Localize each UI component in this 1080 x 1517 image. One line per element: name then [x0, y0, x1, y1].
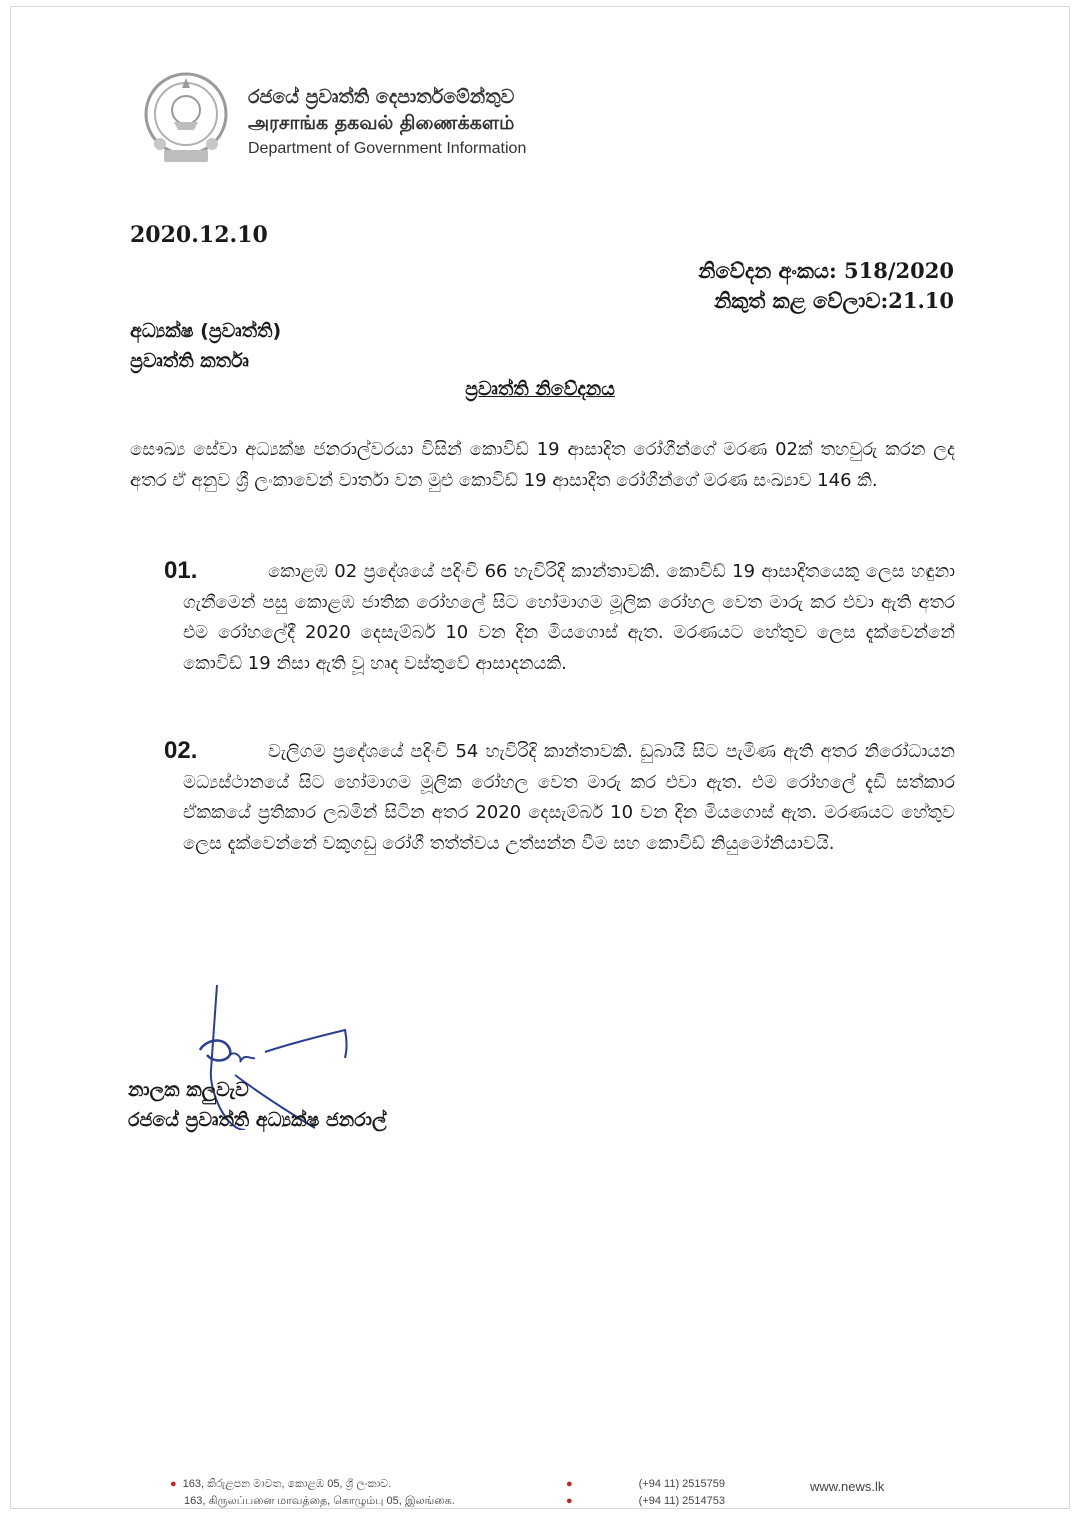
recipient-line-1: අධ්‍යක්ෂ (ප්‍රවෘත්ති): [130, 320, 282, 342]
org-name-english: Department of Government Information: [248, 140, 527, 157]
footer-website: www.news.lk: [810, 1479, 885, 1494]
footer-address: [170, 1476, 455, 1510]
item-number: 01.: [164, 557, 198, 584]
signatory-block: [128, 1075, 386, 1135]
org-name-tamil: அரசாங்க தகவல் திணைக்களம்: [248, 112, 515, 134]
document-title-text: ප්‍රවෘත්ති නිවේදනය: [465, 378, 615, 400]
organization-name: [248, 84, 526, 162]
item-number: 02.: [164, 737, 198, 764]
list-item: [130, 557, 955, 679]
release-number: නිවේදන අංකය: 518/2020: [698, 258, 954, 283]
signatory-name: නාලක කලුවැව: [128, 1079, 249, 1101]
item-text: කොළඹ 02 ප්‍රදේශයේ පදිංචි 66 හැවිරිදි කාන්තාවකි. කොවිඩ් 19 ආසාදිතයෙකු ලෙස හඳුනා ගැනීමෙන් පසු කොළඹ ජාතික රෝහලේ සිට හෝමාගම මූලික රෝහල වෙත මාරු කර එවා ඇති අතර එම රෝහලේදී 2020 දෙසැම්බර් 10 වන දින මියගොස් ඇත. මරණයට හේතුව ලෙස දැක්වෙන්නේ කොවිඩ් 19 නිසා ඇති වූ හෘද වස්තුවේ ආසාදනයකි.: [183, 561, 955, 674]
phone-1: (+94 11) 2515759: [638, 1478, 725, 1490]
list-item: [130, 737, 955, 859]
signatory-designation: රජයේ ප්‍රවෘත්ති අධ්‍යක්ෂ ජනරාල්: [128, 1109, 387, 1131]
phone-2: (+94 11) 2514753: [638, 1495, 725, 1507]
org-name-sinhala: රජයේ ප්‍රවෘත්ති දෙපාර්තමේන්තුව: [248, 86, 515, 108]
release-time: නිකුත් කළ වේලාව:21.10: [714, 288, 954, 313]
item-text: වැලිගම ප්‍රදේශයේ පදිංචි 54 හැවිරිදි කාන්තාවකි. ඩුබායි සිට පැමිණ ඇති අතර නිරෝධායන මධ්‍යස්ථානයේ සිට හෝමාගම මූලික රෝහල වෙත මාරු කර එවා ඇත. එම රෝහලේ දැඩි සත්කාර ඒකකයේ ප්‍රතිකාර ලබමින් සිටින අතර 2020 දෙසැම්බර් 10 වන දින මියගොස් ඇත. මරණයට හේතුව ලෙස දැක්වෙන්නේ වකුගඩු රෝගී තත්ත්වය උත්සන්න වීම සහ කොවිඩ් නියුමෝනියාවයි.: [183, 741, 955, 854]
reference-block: [698, 256, 954, 316]
bullet-icon: ●: [170, 1478, 177, 1490]
bullet-icon: ●: [566, 1478, 573, 1490]
address-sinhala: 163, කිරුළපන මාවත, කොළඹ 05, ශ්‍රී ලංකාව.: [182, 1478, 392, 1490]
address-tamil: 163, கிருலப்பனை மாவத்தை, கொழும்பு 05, இலங்கை.: [184, 1495, 455, 1507]
footer-phones: [566, 1476, 725, 1510]
document-title: [0, 378, 1080, 400]
release-date: 2020.12.10: [130, 222, 268, 248]
intro-paragraph: සෞඛ්‍ය සේවා අධ්‍යක්ෂ ජනරාල්වරයා විසින් කොවිඩ් 19 ආසාදිත රෝගීන්ගේ මරණ 02ක් තහවුරු කරන ලද අතර ඒ අනුව ශ්‍රී ලංකාවෙන් වාර්තා වන මුළු කොවිඩ් 19 ආසාදිත රෝගීන්ගේ මරණ සංඛ්‍යාව 146 කි.: [130, 439, 955, 491]
recipient-block: [130, 316, 281, 376]
recipient-line-2: ප්‍රවෘත්ති කර්තෘ: [130, 350, 249, 372]
bullet-icon: ●: [566, 1495, 573, 1507]
sri-lanka-emblem-icon: [140, 70, 232, 166]
